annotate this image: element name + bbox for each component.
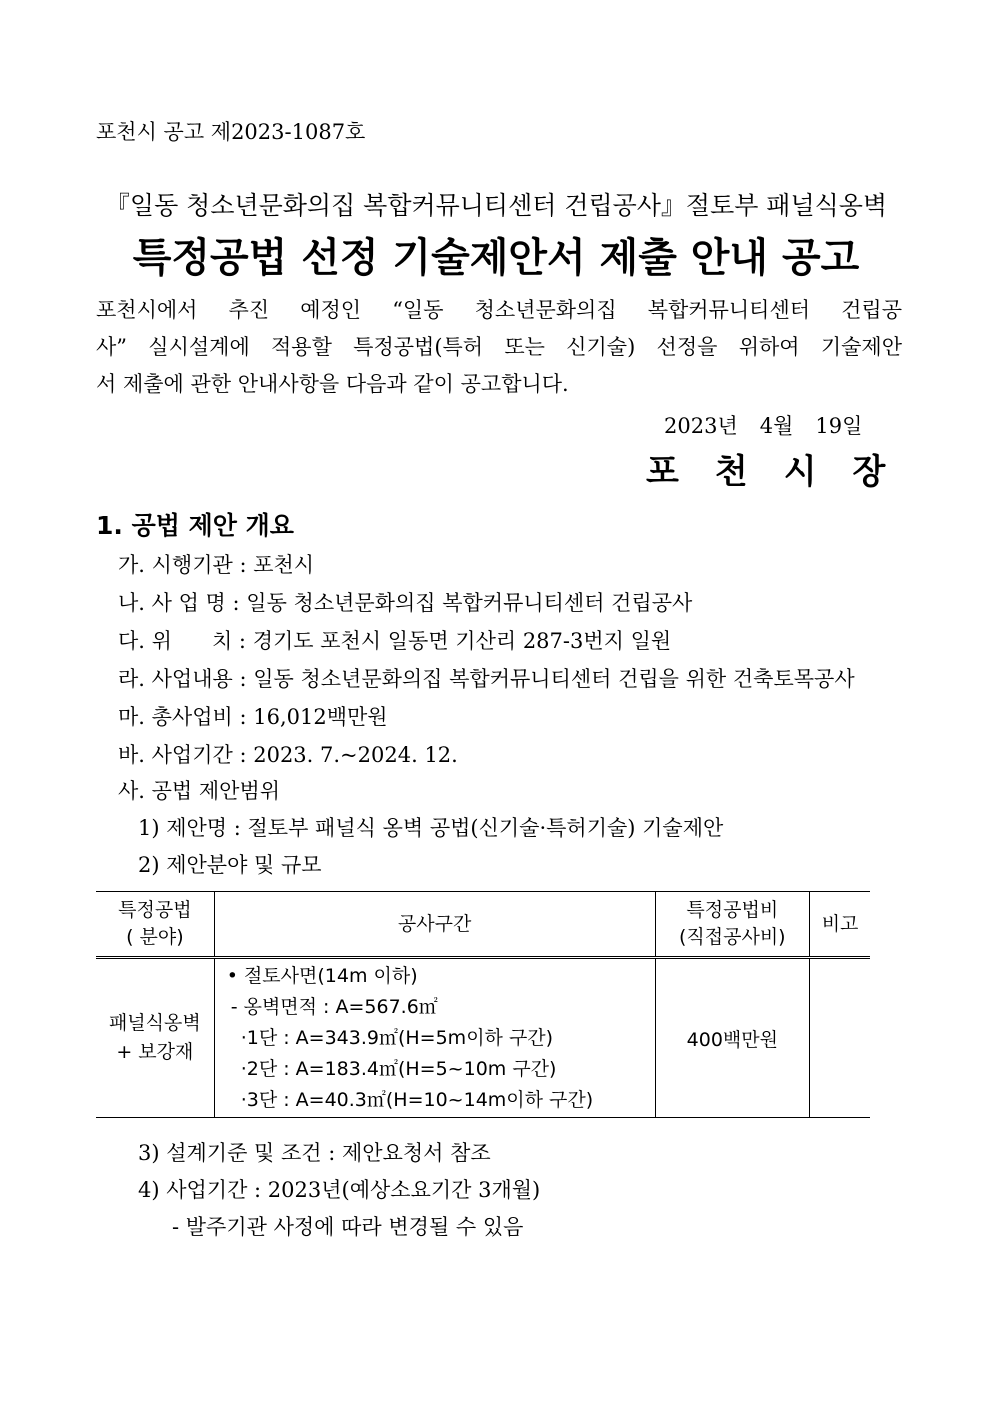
sub-item: 3) 설계기준 및 조건 : 제안요청서 참조 (138, 1141, 491, 1165)
date-year: 2023년 (664, 414, 738, 438)
range-line: ·3단 : A=40.3㎡(H=10~14m이하 구간) (240, 1088, 594, 1111)
item-label: 바. 사업기간 : (118, 743, 254, 767)
notice-date (664, 410, 862, 440)
item-value: 일동 청소년문화의집 복합커뮤니티센터 건립공사 (246, 591, 693, 615)
cell-cost: 400백만원 (655, 958, 810, 1118)
range-line: • 절토사면(14m 이하) (226, 964, 418, 987)
range-line: - 옹벽면적 : A=567.6㎡ (230, 995, 438, 1018)
header-field (96, 892, 214, 958)
header-text: 특정공법 (118, 899, 192, 921)
list-item (118, 663, 855, 693)
intro-line: 사” 실시설계에 적용할 특정공법(특허 또는 신기술) 선정을 위하여 기술제안 (96, 335, 902, 359)
table-header-row (96, 892, 870, 958)
header-text: ( 분야) (126, 926, 184, 948)
header-cost (655, 892, 810, 958)
sub-item: 1) 제안명 : 절토부 패널식 옹벽 공법(신기술·특허기술) 기술제안 (138, 816, 724, 840)
item-value: 일동 청소년문화의집 복합커뮤니티센터 건립을 위한 건축토목공사 (253, 667, 855, 691)
cell-note (810, 958, 870, 1118)
item-label: 가. 시행기관 : (118, 553, 254, 577)
item-label: 마. 총사업비 : (118, 705, 254, 729)
proposal-scope-table (96, 891, 870, 1118)
item-value: 2023. 7.~2024. 12. (253, 743, 458, 767)
list-item (118, 549, 314, 579)
item-label: 나. 사 업 명 : (118, 591, 247, 615)
cell-section-range (214, 958, 655, 1118)
section-heading: 1. 공법 제안 개요 (96, 511, 294, 540)
item-value: 16,012백만원 (253, 705, 388, 729)
header-section: 공사구간 (214, 892, 655, 958)
notice-number: 포천시 공고 제2023-1087호 (96, 120, 366, 144)
cell-text: + 보강재 (116, 1041, 194, 1063)
table-row (96, 958, 870, 1118)
range-line: ·2단 : A=183.4㎡(H=5~10m 구간) (240, 1057, 557, 1080)
sub-item: 2) 제안분야 및 규모 (138, 853, 322, 877)
list-item (118, 625, 671, 655)
item-label: 다. 위 치 : (118, 629, 253, 653)
list-item (118, 739, 458, 769)
sub-item: 4) 사업기간 : 2023년(예상소요기간 3개월) (138, 1178, 541, 1202)
intro-line: 포천시에서 추진 예정인 “일동 청소년문화의집 복합커뮤니티센터 건립공 (96, 298, 902, 322)
header-text: 특정공법비 (686, 899, 779, 921)
item-label: 라. 사업내용 : (118, 667, 254, 691)
sub-item-note: - 발주기관 사정에 따라 변경될 수 있음 (172, 1215, 524, 1239)
document-subtitle: 『일동 청소년문화의집 복합커뮤니티센터 건립공사』절토부 패널식옹벽 (104, 191, 888, 220)
list-item (118, 701, 388, 731)
cell-text: 패널식옹벽 (108, 1012, 201, 1034)
header-note: 비고 (810, 892, 870, 958)
list-item (118, 775, 280, 805)
item-value: 포천시 (253, 553, 315, 577)
cell-field (96, 958, 214, 1118)
list-item (118, 587, 692, 617)
date-month: 4월 (759, 414, 794, 438)
document-title: 특정공법 선정 기술제안서 제출 안내 공고 (132, 235, 860, 281)
intro-paragraph (96, 292, 902, 403)
issuer-name: 포천시장 (646, 452, 922, 492)
intro-line: 서 제출에 관한 안내사항을 다음과 같이 공고합니다. (96, 372, 569, 396)
header-text: (직접공사비) (679, 926, 786, 948)
range-line: ·1단 : A=343.9㎡(H=5m이하 구간) (240, 1026, 554, 1049)
date-day: 19일 (815, 414, 863, 438)
item-value: 경기도 포천시 일동면 기산리 287-3번지 일원 (252, 629, 672, 653)
item-label: 사. 공법 제안범위 (118, 779, 281, 803)
